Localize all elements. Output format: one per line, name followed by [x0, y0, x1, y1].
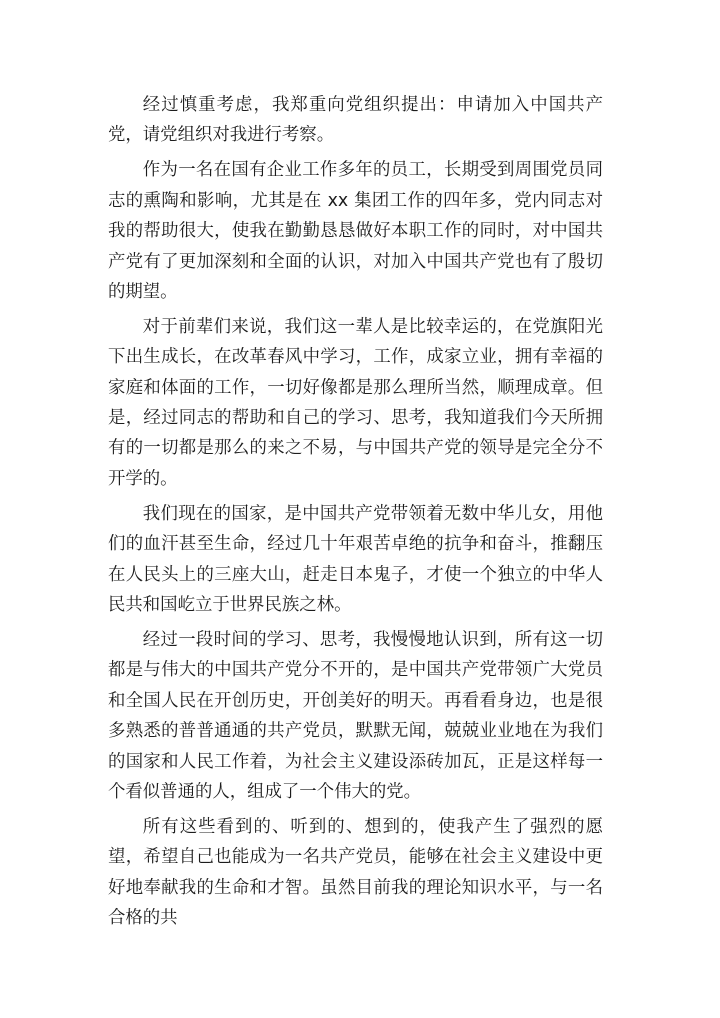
paragraph: 作为一名在国有企业工作多年的员工，长期受到周围党员同志的熏陶和影响，尤其是在 xx 集团工作的四年多，党内同志对我的帮助很大，使我在勤勤恳恳做好本职工作的同时，对中国共产党有了更加深刻和全面的认识，对加入中国共产党也有了殷切的期望。 — [108, 160, 603, 302]
paragraph: 我们现在的国家，是中国共产党带领着无数中华儿女，用他们的血汗甚至生命，经过几十年艰苦卓绝的抗争和奋斗，推翻压在人民头上的三座大山，赶走日本鬼子，才使一个独立的中华人民共和国屹立于世界民族之林。 — [108, 503, 603, 615]
paragraph: 所有这些看到的、听到的、想到的，使我产生了强烈的愿望，希望自己也能成为一名共产党员，能够在社会主义建设中更好地奉献我的生命和才智。虽然目前我的理论知识水平，与一名合格的共 — [108, 816, 603, 929]
document-body — [108, 90, 603, 938]
paragraph: 经过慎重考虑，我郑重向党组织提出：申请加入中国共产党，请党组织对我进行考察。 — [108, 95, 603, 146]
paragraph: 经过一段时间的学习、思考，我慢慢地认识到，所有这一切都是与伟大的中国共产党分不开的，是中国共产党带领广大党员和全国人民在开创历史，开创美好的明天。再看看身边，也是很多熟悉的普普通通的共产党员，默默无闻，兢兢业业地在为我们的国家和人民工作着，为社会主义建设添砖加瓦，正是这样每一个看似普通的人，组成了一个伟大的党。 — [108, 629, 603, 802]
paragraph: 对于前辈们来说，我们这一辈人是比较幸运的，在党旗阳光下出生成长，在改革春风中学习，工作，成家立业，拥有幸福的家庭和体面的工作，一切好像都是那么理所当然，顺理成章。但是，经过同志的帮助和自己的学习、思考，我知道我们今天所拥有的一切都是那么的来之不易，与中国共产党的领导是完全分不开学的。 — [108, 316, 603, 489]
